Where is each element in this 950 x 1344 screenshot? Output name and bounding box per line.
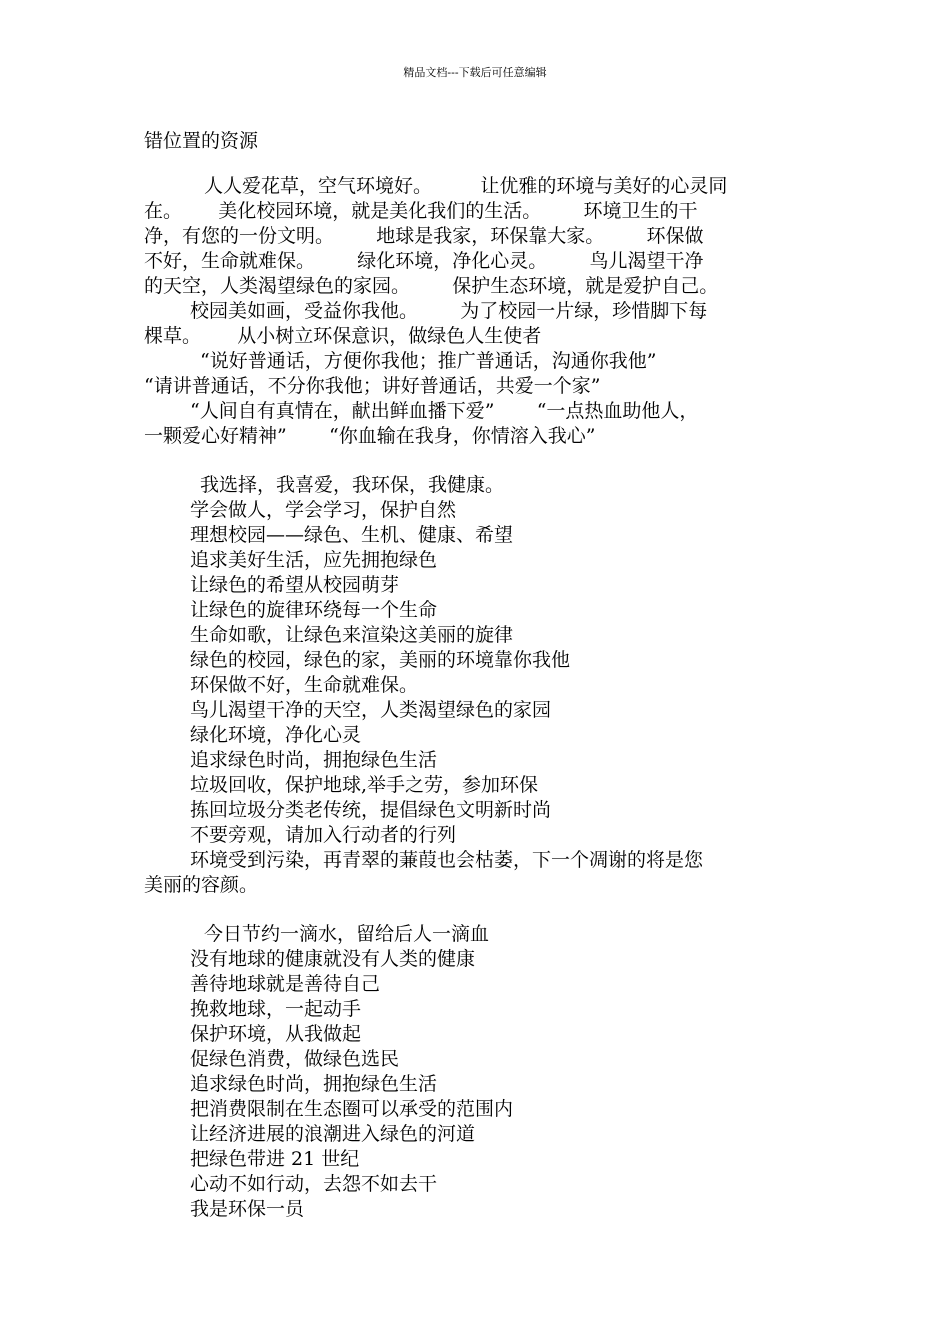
text-line: “请讲普通话，不分你我他；讲好普通话，共爱一个家” — [144, 375, 601, 397]
text-line: 我选择，我喜爱，我环保，我健康。 — [200, 474, 505, 496]
text-line: 没有地球的健康就没有人类的健康 — [190, 948, 476, 970]
text-line: 一颗爱心好精神” “你血输在我身，你情溶入我心” — [144, 425, 596, 447]
text-line: 善待地球就是善待自己 — [190, 973, 381, 995]
text-line: “人间自有真情在，献出鲜血播下爱” “一点热血助他人， — [190, 400, 699, 422]
text-line: 追求美好生活，应先拥抱绿色 — [190, 549, 438, 571]
text-line: 让经济进展的浪潮进入绿色的河道 — [190, 1123, 476, 1145]
text-line: 环保做不好，生命就难保。 — [190, 674, 419, 696]
text-line: 今日节约一滴水，留给后人一滴血 — [204, 923, 490, 945]
text-line: 不要旁观，请加入行动者的行列 — [190, 824, 457, 846]
text-line: 理想校园——绿色、生机、健康、希望 — [190, 524, 514, 546]
text-line: 棵草。 从小树立环保意识，做绿色人生使者 — [144, 325, 542, 347]
text-line: 让绿色的旋律环绕每一个生命 — [190, 599, 438, 621]
text-line: 挽救地球，一起动手 — [190, 998, 362, 1020]
text-line: 把消费限制在生态圈可以承受的范围内 — [190, 1098, 514, 1120]
text-line: “说好普通话，方便你我他；推广普通话，沟通你我他” — [200, 350, 657, 372]
text-line: 追求绿色时尚，拥抱绿色生活 — [190, 1073, 438, 1095]
text-line: 校园美如画，受益你我他。 为了校园一片绿，珍惜脚下每 — [190, 300, 708, 322]
text-line: 生命如歌，让绿色来渲染这美丽的旋律 — [190, 624, 514, 646]
text-line: 人人爱花草，空气环境好。 让优雅的环境与美好的心灵同 — [204, 175, 728, 197]
text-line: 垃圾回收，保护地球,举手之劳，参加环保 — [190, 774, 539, 796]
text-line: 的天空，人类渴望绿色的家园。 保护生态环境，就是爱护自己。 — [144, 275, 719, 297]
text-line: 绿化环境，净化心灵 — [190, 724, 362, 746]
text-line: 不好，生命就难保。 绿化环境，净化心灵。 鸟儿渴望干净 — [144, 250, 704, 272]
text-line: 鸟儿渴望干净的天空，人类渴望绿色的家园 — [190, 699, 552, 721]
text-line: 我是环保一员 — [190, 1198, 305, 1220]
text-line: 学会做人，学会学习，保护自然 — [190, 499, 457, 521]
text-line: 促绿色消费，做绿色选民 — [190, 1048, 400, 1070]
text-line: 净，有您的一份文明。 地球是我家，环保靠大家。 环保做 — [144, 225, 704, 247]
text-line: 保护环境，从我做起 — [190, 1023, 362, 1045]
text-line: 环境受到污染，再青翠的蒹葭也会枯萎，下一个凋谢的将是您 — [190, 849, 704, 871]
text-line: 美丽的容颜。 — [144, 874, 259, 896]
text-line: 心动不如行动，去怨不如去干 — [190, 1173, 438, 1195]
text-line: 把绿色带进 21 世纪 — [190, 1148, 360, 1170]
text-line: 追求绿色时尚，拥抱绿色生活 — [190, 749, 438, 771]
document-title: 错位置的资源 — [144, 130, 259, 152]
text-line: 在。 美化校园环境，就是美化我们的生活。 环境卫生的干 — [144, 200, 698, 222]
text-line: 绿色的校园，绿色的家，美丽的环境靠你我他 — [190, 649, 571, 671]
text-line: 让绿色的希望从校园萌芽 — [190, 574, 400, 596]
text-line: 拣回垃圾分类老传统，提倡绿色文明新时尚 — [190, 799, 552, 821]
page-header: 精品文档---下载后可任意编辑 — [403, 66, 547, 79]
